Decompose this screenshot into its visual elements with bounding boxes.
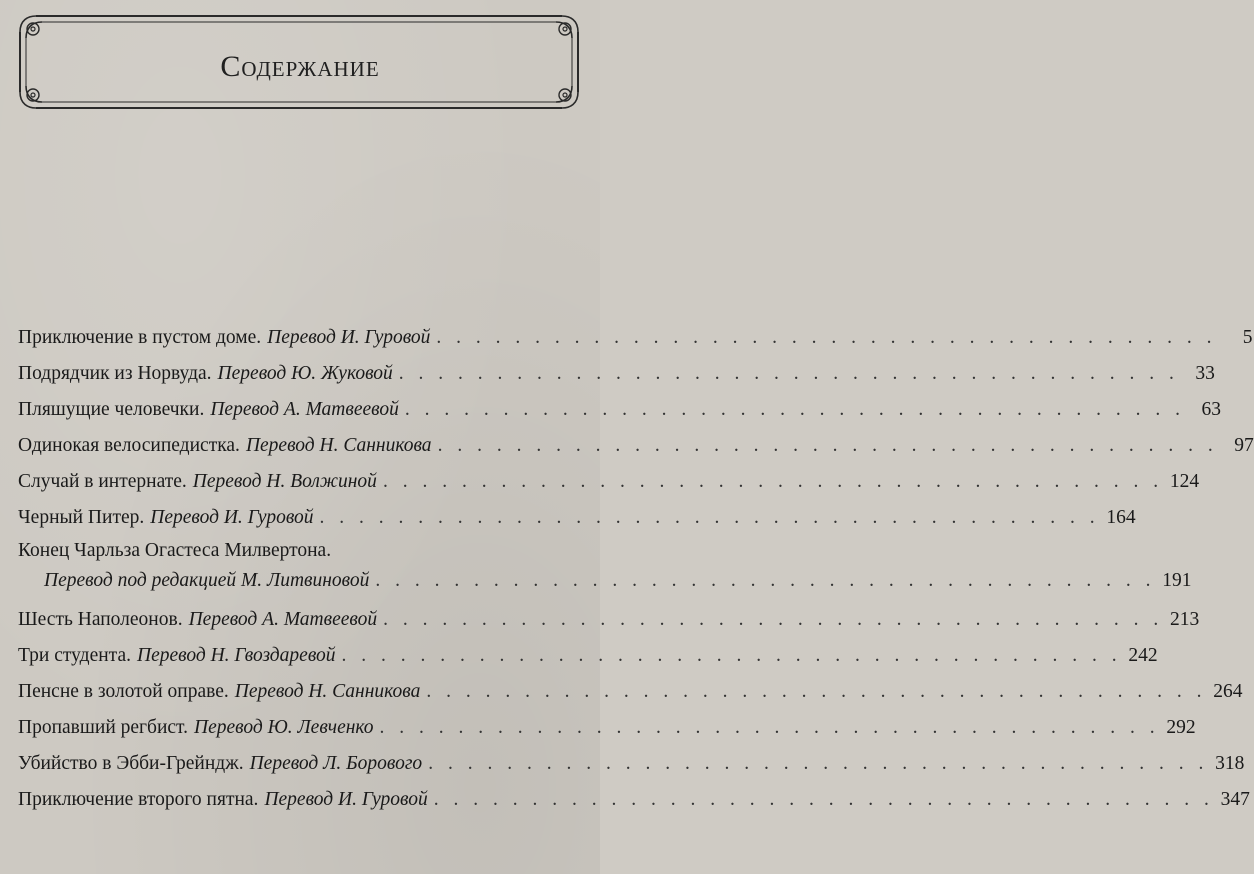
story-title: Приключение в пустом доме. xyxy=(18,327,262,348)
translator: Перевод И. Гуровой xyxy=(264,789,428,810)
story-title: Пляшущие человечки. xyxy=(18,399,205,420)
page-number: 264 xyxy=(1213,681,1243,702)
dot-leader: . . . . . . . . . . . . . . . . . . . . . . . . . . . . . . . . . . . . . . . . xyxy=(383,609,1164,630)
translator: Перевод Н. Гвоздаревой xyxy=(136,645,336,666)
dot-leader: . . . . . . . . . . . . . . . . . . . . . . . . . . . . . . . . . . . . . . . . xyxy=(375,570,1156,591)
page-number: 63 xyxy=(1201,399,1221,420)
story-title: Шесть Наполеонов. xyxy=(18,609,183,630)
page-number: 5 xyxy=(1242,327,1253,348)
story-title: Пенсне в золотой оправе. xyxy=(18,681,229,702)
page-number: 242 xyxy=(1128,645,1158,666)
toc-entry xyxy=(18,674,1243,710)
story-title: Одинокая велосипедистка. xyxy=(18,435,240,456)
toc-entry xyxy=(18,536,1192,596)
table-of-contents xyxy=(18,320,1254,818)
page-number: 191 xyxy=(1162,570,1192,591)
story-title: Приключение второго пятна. xyxy=(18,789,259,810)
dot-leader: . . . . . . . . . . . . . . . . . . . . . . . . . . . . . . . . . . . . . . . . xyxy=(382,471,1164,492)
page-number: 164 xyxy=(1106,507,1136,528)
toc-entry xyxy=(18,782,1250,818)
toc-entry xyxy=(18,428,1254,464)
toc-entry xyxy=(18,320,1253,356)
page-number: 292 xyxy=(1166,717,1196,738)
story-title: Три студента. xyxy=(18,645,131,666)
page-number: 213 xyxy=(1169,609,1200,630)
translator: Перевод под редакцией М. Литвиновой xyxy=(44,570,370,591)
translator: Перевод А. Матвеевой xyxy=(188,609,378,630)
toc-entry xyxy=(18,638,1158,674)
translator: Перевод Н. Санникова xyxy=(245,435,432,456)
toc-entry xyxy=(18,602,1200,638)
story-title: Случай в интернате. xyxy=(18,471,187,492)
translator: Перевод Н. Санникова xyxy=(234,681,421,702)
toc-entry xyxy=(18,500,1136,536)
dot-leader: . . . . . . . . . . . . . . . . . . . . . . . . . . . . . . . . . . . . . . . . xyxy=(428,753,1209,774)
dot-leader: . . . . . . . . . . . . . . . . . . . . . . . . . . . . . . . . . . . . . . . . xyxy=(379,717,1160,738)
toc-entry xyxy=(18,746,1245,782)
page-title: Содержание xyxy=(220,50,380,83)
translator: Перевод И. Гуровой xyxy=(267,327,431,348)
translator: Перевод Л. Борового xyxy=(249,753,423,774)
story-title: Пропавший регбист. xyxy=(18,717,188,738)
dot-leader: . . . . . . . . . . . . . . . . . . . . . . . . . . . . . . . . . . . . . . . . xyxy=(319,507,1100,528)
dot-leader: . . . . . . . . . . . . . . . . . . . . . . . . . . . . . . . . . . . . . . . . xyxy=(436,327,1217,348)
story-title: Подрядчик из Норвуда. xyxy=(18,363,212,384)
toc-entry xyxy=(18,710,1196,746)
translator: Перевод Н. Волжиной xyxy=(192,471,377,492)
dot-leader: . . . . . . . . . . . . . . . . . . . . . . . . . . . . . . . . . . . . . . . . xyxy=(437,435,1218,456)
dot-leader: . . . . . . . . . . . . . . . . . . . . . . . . . . . . . . . . . . . . . . . . xyxy=(404,399,1185,420)
dot-leader: . . . . . . . . . . . . . . . . . . . . . . . . . . . . . . . . . . . . . . . . xyxy=(433,789,1214,810)
dot-leader: . . . . . . . . . . . . . . . . . . . . . . . . . . . . . . . . . . . . . . . . xyxy=(398,363,1179,384)
story-title: Убийство в Эбби-Грейндж. xyxy=(18,753,244,774)
translator: Перевод Ю. Левченко xyxy=(194,717,374,738)
page-number: 318 xyxy=(1215,753,1245,774)
translator: Перевод Ю. Жуковой xyxy=(217,363,393,384)
toc-entry xyxy=(18,464,1200,500)
story-title: Черный Питер. xyxy=(18,507,145,528)
dot-leader: . . . . . . . . . . . . . . . . . . . . . . . . . . . . . . . . . . . . . . . . xyxy=(341,645,1122,666)
page-number: 33 xyxy=(1195,363,1215,384)
toc-entry xyxy=(18,392,1221,428)
page-number: 347 xyxy=(1220,789,1250,810)
translator: Перевод И. Гуровой xyxy=(150,507,314,528)
page-number: 97 xyxy=(1234,435,1254,456)
toc-entry xyxy=(18,356,1215,392)
page-number: 124 xyxy=(1169,471,1200,492)
dot-leader: . . . . . . . . . . . . . . . . . . . . . . . . . . . . . . . . . . . . . . . . xyxy=(426,681,1207,702)
story-title: Конец Чарльза Огастеса Милвертона. xyxy=(18,540,332,561)
translator: Перевод А. Матвеевой xyxy=(210,399,399,420)
